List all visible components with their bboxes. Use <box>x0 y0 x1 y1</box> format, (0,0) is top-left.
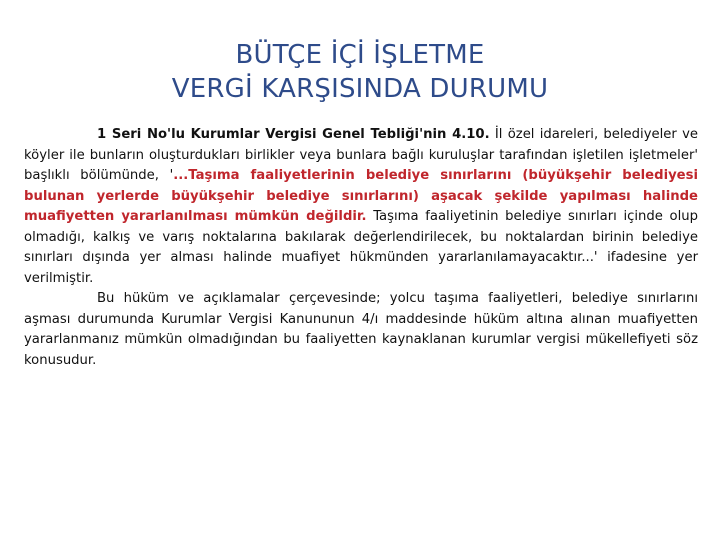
paragraph-1-intro: İl özel idareleri, belediyeler ve köyler ile bunların oluşturdukları birlikler veya bunlara bağlı kuruluşlar tarafından işletilen işletmeler' başlıklı bölümünde, ' <box>24 127 698 183</box>
paragraph-1 <box>24 125 698 289</box>
title-line-2: VERGİ KARŞISINDA DURUMU <box>171 74 549 104</box>
title-line-1: BÜTÇE İÇİ İŞLETME <box>235 40 485 70</box>
paragraph-1-continuation: Taşıma faaliyetinin belediye sınırları içinde olup olmadığı, kalkış ve varış noktalarına bakılarak değerlendirilecek, bu noktalardan birinin belediye sınırları dışında yer alması halinde muafiyet hükmünden yararlanılamayacaktır...' ifadesine yer verilmiştir. <box>24 209 698 286</box>
highlighted-quote: ...Taşıma faaliyetlerinin belediye sınırlarını (büyükşehir belediyesi bulunan yerlerde büyükşehir belediye sınırlarını) aşacak şekilde yapılması halinde muafiyetten yararlanılması mümkün değildir. <box>24 168 698 224</box>
slide-title <box>0 38 720 106</box>
regulation-reference: 1 Seri No'lu Kurumlar Vergisi Genel Tebliği'nin 4.10. <box>97 127 490 142</box>
body-text <box>24 125 698 371</box>
paragraph-2: Bu hüküm ve açıklamalar çerçevesinde; yolcu taşıma faaliyetleri, belediye sınırlarını aşması durumunda Kurumlar Vergisi Kanununun 4/ı maddesinde hüküm altına alınan muafiyetten yararlanmanız mümkün olmadığından bu faaliyetten kaynaklanan kurumlar vergisi mükellefiyeti söz konusudur. <box>24 291 698 368</box>
